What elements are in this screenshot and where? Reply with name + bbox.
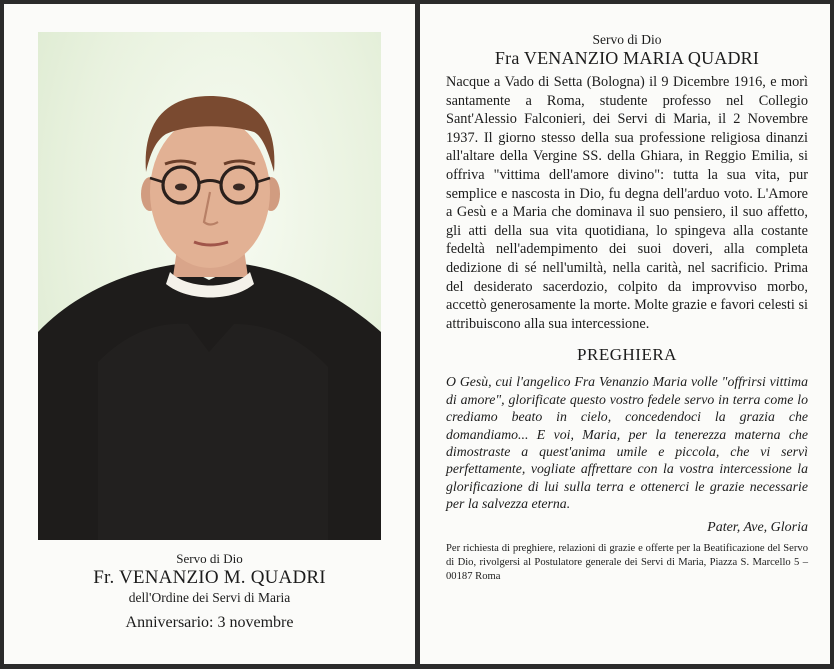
holy-card-back <box>420 4 830 664</box>
caption-servant: Servo di Dio <box>176 551 243 566</box>
prayer-closing: Pater, Ave, Gloria <box>707 519 808 535</box>
portrait-photo <box>38 32 381 540</box>
prayer-title: PREGHIERA <box>577 345 677 365</box>
holy-card-front <box>4 4 415 664</box>
caption-order: dell'Ordine dei Servi di Maria <box>128 590 291 605</box>
caption-anniversary: Anniversario: 3 novembre <box>125 614 294 631</box>
portrait-illustration <box>38 32 381 540</box>
prayer-text: O Gesù, cui l'angelico Fra Venanzio Maria volle "offrirsi vittima di amore", glorificate questo vostro fedele servo in terra come lo crediamo beato in cielo, concedendoci la grazia che domandiamo... E voi, Maria, per la tenerezza materna che dimostraste a quest'anima umile e piccola, che vi servì perfettamente, vogliate affrettare con la vostra intercessione la glorificazione di lui sulla terra e ottenerci le grazie necessarie per la salvezza eterna. <box>446 374 808 512</box>
caption-name: Fr. VENANZIO M. QUADRI <box>93 567 326 588</box>
front-caption <box>4 551 415 634</box>
back-servant: Servo di Dio <box>592 32 662 47</box>
biography-text: Nacque a Vado di Setta (Bologna) il 9 Dicembre 1916, e morì santamente a Roma, studente professo nel Collegio Sant'Alessio Falconieri, dei Servi di Maria, il 2 Novembre 1937. Il giorno stesso della sua professione religiosa dinanzi all'altare della Vergine SS. della Ghiara, in Reggio Emilia, si offriva "vittima dell'amore divino": tutta la sua vita, pur semplice e nascosta in Dio, fu degna dell'arduo voto. L'Amore a Gesù e a Maria che dominava il suo pensiero, il suo affetto, gli atti della sua vita quotidiana, lo spingeva alla costante fedeltà nell'adempimento dei suoi doveri, alla completa dedizione di sé nell'umiltà, nella carità, nel sacrificio. Prima del desiderato sacerdozio, colpito da improvviso morbo, accettò generosamente la morte. Molte grazie e favori celesti si attribuiscono alla sua intercessione. <box>446 74 808 332</box>
back-name: Fra VENANZIO MARIA QUADRI <box>494 48 760 68</box>
postulator-footer: Per richiesta di preghiere, relazioni di grazie e offerte per la Beatificazione del Servo di Dio, rivolgersi al Postulatore generale dei Servi di Maria, Piazza S. Marcello 5 – 00187 Roma <box>446 542 808 582</box>
